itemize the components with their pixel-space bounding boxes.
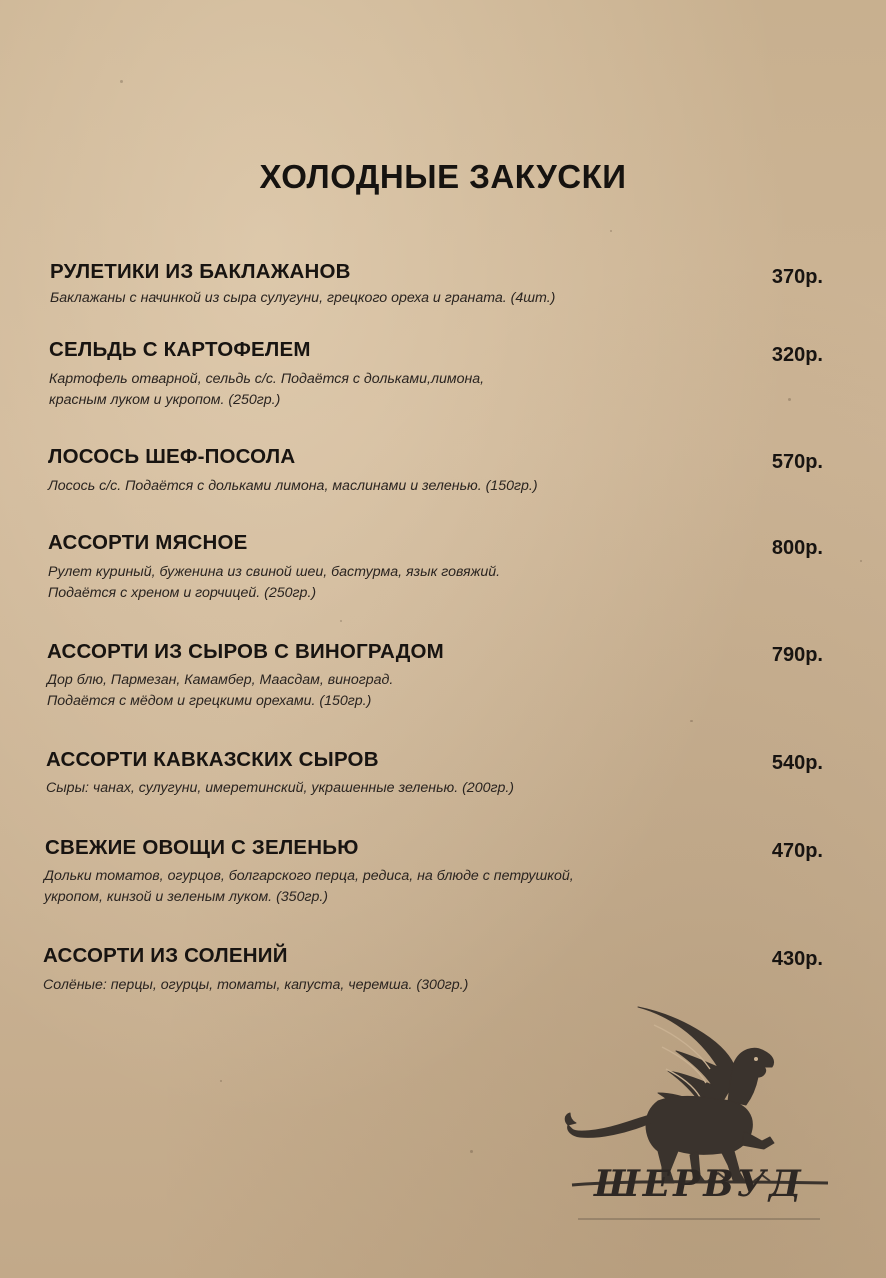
menu-item-price: 800р. bbox=[771, 537, 823, 559]
menu-item-price: 320р. bbox=[771, 344, 823, 366]
menu-item-description: Картофель отварной, сельдь с/с. Подаётся с дольками,лимона, красным луком и укропом. (250гр.) bbox=[49, 371, 485, 408]
menu-item-name: ЛОСОСЬ ШЕФ-ПОСОЛА bbox=[48, 445, 296, 468]
menu-item-description: Баклажаны с начинкой из сыра сулугуни, грецкого ореха и граната. (4шт.) bbox=[50, 290, 556, 306]
paper-speckle bbox=[470, 1150, 473, 1153]
paper-speckle bbox=[120, 80, 123, 83]
page-title: ХОЛОДНЫЕ ЗАКУСКИ bbox=[259, 158, 627, 195]
menu-item-price: 570р. bbox=[771, 451, 823, 473]
menu-item-price: 430р. bbox=[771, 948, 823, 970]
paper-speckle bbox=[610, 230, 612, 232]
menu-item-price: 540р. bbox=[771, 752, 823, 774]
menu-item-name: СВЕЖИЕ ОВОЩИ С ЗЕЛЕНЬЮ bbox=[45, 836, 359, 859]
menu-item-description: Дольки томатов, огурцов, болгарского перца, редиса, на блюде с петрушкой, укропом, кинзой и зеленым луком. (350гр.) bbox=[44, 868, 574, 905]
menu-item-price: 470р. bbox=[771, 840, 823, 862]
menu-item-description: Сыры: чанах, сулугуни, имеретинский, украшенные зеленью. (200гр.) bbox=[46, 780, 515, 796]
brand-logo-text: ШЕРВУД bbox=[594, 1163, 804, 1205]
menu-item-description: Рулет куриный, буженина из свиной шеи, бастурма, язык говяжий. Подаётся с хреном и горчицей. (250гр.) bbox=[48, 564, 501, 601]
menu-item-name: АССОРТИ МЯСНОЕ bbox=[48, 531, 248, 554]
menu-item-name: АССОРТИ КАВКАЗСКИХ СЫРОВ bbox=[46, 748, 379, 771]
menu-item-description: Лосось с/с. Подаётся с дольками лимона, маслинами и зеленью. (150гр.) bbox=[48, 478, 538, 494]
paper-speckle bbox=[220, 1080, 222, 1082]
menu-item-name: АССОРТИ ИЗ СОЛЕНИЙ bbox=[43, 944, 288, 967]
paper-speckle bbox=[788, 398, 791, 401]
menu-item-name: РУЛЕТИКИ ИЗ БАКЛАЖАНОВ bbox=[50, 260, 351, 283]
menu-item-description: Солёные: перцы, огурцы, томаты, капуста, черемша. (300гр.) bbox=[43, 977, 469, 993]
menu-item-name: АССОРТИ ИЗ СЫРОВ С ВИНОГРАДОМ bbox=[47, 640, 444, 663]
menu-item-price: 370р. bbox=[771, 266, 823, 288]
menu-item-name: СЕЛЬДЬ С КАРТОФЕЛЕМ bbox=[49, 338, 311, 361]
paper-speckle bbox=[860, 560, 862, 562]
menu-item-description: Дор блю, Пармезан, Камамбер, Маасдам, виноград. Подаётся с мёдом и грецкими орехами. (150гр.) bbox=[47, 672, 394, 709]
paper-speckle bbox=[690, 720, 693, 722]
menu-item-price: 790р. bbox=[771, 644, 823, 666]
paper-speckle bbox=[340, 620, 342, 622]
